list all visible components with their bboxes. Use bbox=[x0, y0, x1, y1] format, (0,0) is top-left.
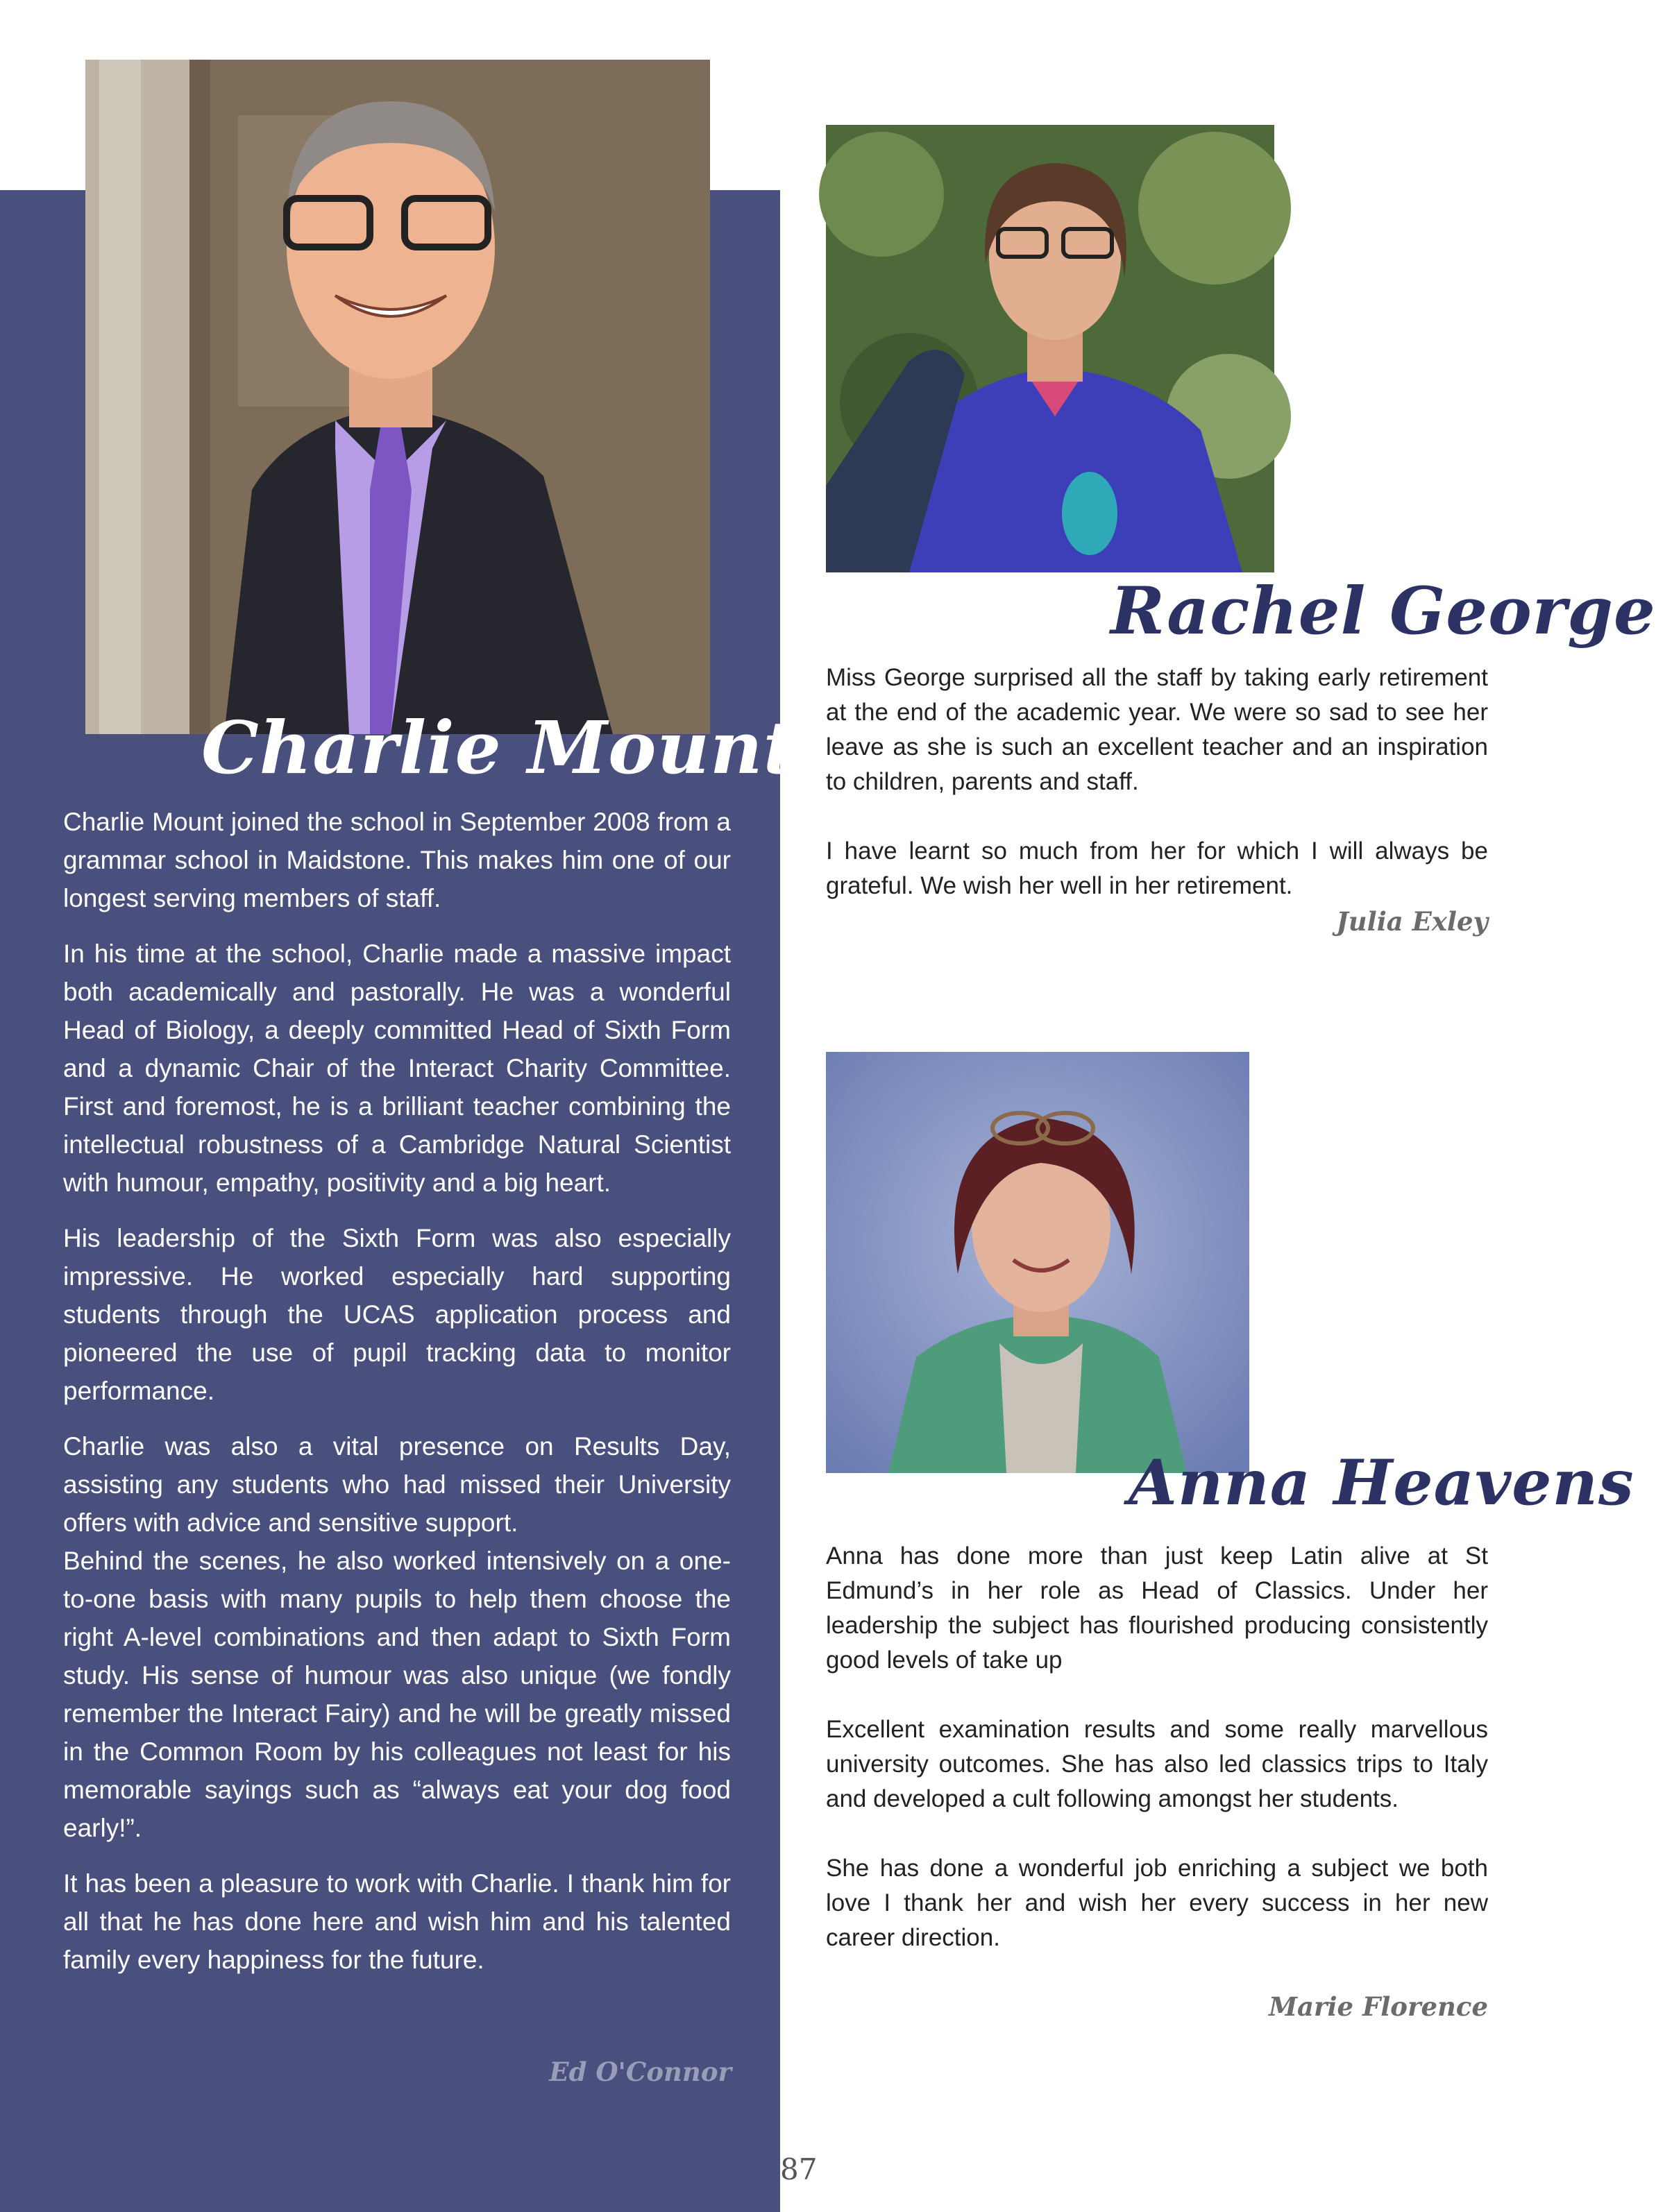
charlie-mount-name: Charlie Mount bbox=[201, 705, 797, 790]
paragraph: His leadership of the Sixth Form was also especially impressive. He worked especially hard supporting students through the UCAS application process and pioneered the use of pupil tracking data to monitor performance. bbox=[63, 1224, 731, 1405]
rachel-george-tribute bbox=[826, 661, 1488, 938]
anna-heavens-photo bbox=[826, 1052, 1249, 1473]
rachel-tribute-signature: Julia Exley bbox=[1336, 906, 1488, 937]
paragraph: Anna has done more than just keep Latin alive at St Edmund’s in her role as Head of Classics. Under her leadership the subject has flourished producing consistently good levels of take up bbox=[826, 1542, 1488, 1674]
paragraph: Excellent examination results and some really marvellous university outcomes. She has also led classics trips to Italy and developed a cult following amongst her students. bbox=[826, 1716, 1488, 1812]
paragraph: I have learnt so much from her for which I will always be grateful. We wish her well in her retirement. bbox=[826, 837, 1488, 899]
rachel-george-name: Rachel George bbox=[1110, 573, 1656, 649]
anna-heavens-tribute bbox=[826, 1539, 1488, 1990]
paragraph: It has been a pleasure to work with Charlie. I thank him for all that he has done here and wish him and his talented family every happiness for the future. bbox=[63, 1869, 731, 1974]
paragraph: She has done a wonderful job enriching a subject we both love I thank her and wish her every success in her new career direction. bbox=[826, 1855, 1488, 1951]
anna-heavens-name: Anna Heavens bbox=[1129, 1446, 1634, 1520]
charlie-tribute-signature: Ed O'Connor bbox=[549, 2057, 732, 2087]
rachel-george-photo bbox=[826, 125, 1274, 572]
paragraph: Miss George surprised all the staff by taking early retirement at the end of the academic year. We were so sad to see her leave as she is such an excellent teacher and an inspiration to children, parents and staff. bbox=[826, 664, 1488, 795]
charlie-mount-tribute bbox=[63, 803, 731, 1996]
page-number: 87 bbox=[780, 2152, 818, 2186]
paragraph: In his time at the school, Charlie made a massive impact both academically and pastorally. He was a wonderful Head of Biology, a deeply committed Head of Sixth Form and a dynamic Chair of the Interact Charity Committee. First and foremost, he is a brilliant teacher combining the intellectual robustness of a Cambridge Natural Scientist with humour, empathy, positivity and a big heart. bbox=[63, 939, 731, 1197]
anna-tribute-signature: Marie Florence bbox=[1269, 1991, 1488, 2022]
charlie-mount-photo bbox=[85, 60, 710, 734]
paragraph: Behind the scenes, he also worked intensively on a one-to-one basis with many pupils to help them choose the right A-level combinations and then adapt to Sixth Form study. His sense of humour was also unique (we fondly remember the Interact Fairy) and he will be greatly missed in the Common Room by his colleagues not least for his memorable sayings such as “always eat your dog food early!”. bbox=[63, 1547, 731, 1842]
paragraph: Charlie Mount joined the school in September 2008 from a grammar school in Maidstone. This makes him one of our longest serving members of staff. bbox=[63, 808, 731, 912]
paragraph: Charlie was also a vital presence on Results Day, assisting any students who had missed their University offers with advice and sensitive support. bbox=[63, 1432, 731, 1537]
